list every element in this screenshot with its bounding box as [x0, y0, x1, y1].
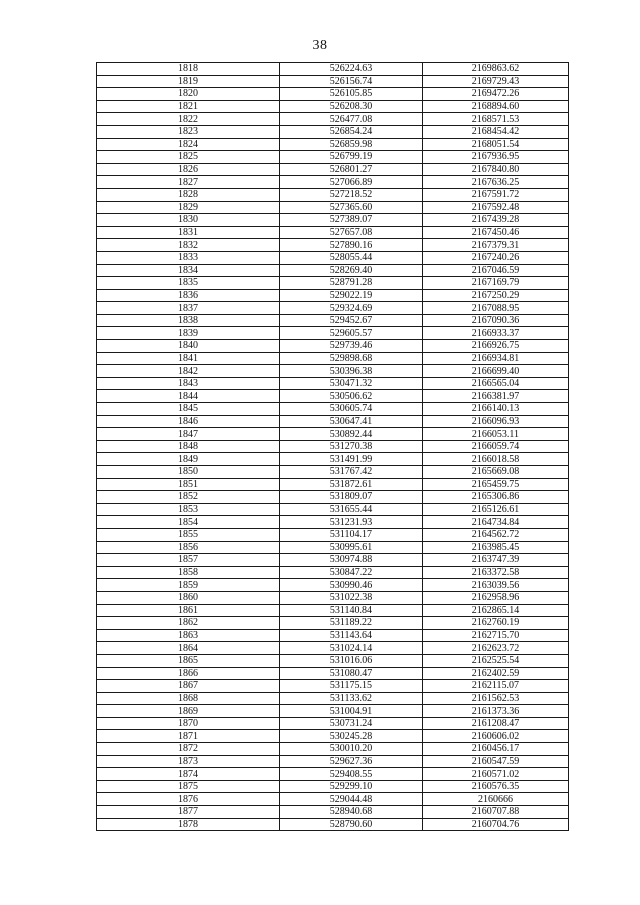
y-coordinate-cell: 2163985.45 — [423, 541, 569, 554]
table-row — [97, 566, 569, 579]
point-number-cell: 1872 — [97, 743, 280, 756]
table-row — [97, 793, 569, 806]
y-coordinate-cell: 2162865.14 — [423, 604, 569, 617]
table-row — [97, 176, 569, 189]
table-row — [97, 466, 569, 479]
table-row — [97, 163, 569, 176]
table-row — [97, 125, 569, 138]
point-number-cell: 1863 — [97, 629, 280, 642]
x-coordinate-cell: 529739.46 — [280, 340, 423, 353]
point-number-cell: 1841 — [97, 352, 280, 365]
y-coordinate-cell: 2160704.76 — [423, 818, 569, 831]
x-coordinate-cell: 531809.07 — [280, 491, 423, 504]
point-number-cell: 1820 — [97, 88, 280, 101]
x-coordinate-cell: 529452.67 — [280, 314, 423, 327]
point-number-cell: 1859 — [97, 579, 280, 592]
table-row — [97, 340, 569, 353]
x-coordinate-cell: 526799.19 — [280, 151, 423, 164]
point-number-cell: 1877 — [97, 806, 280, 819]
y-coordinate-cell: 2167439.28 — [423, 214, 569, 227]
x-coordinate-cell: 527389.07 — [280, 214, 423, 227]
point-number-cell: 1819 — [97, 75, 280, 88]
point-number-cell: 1864 — [97, 642, 280, 655]
y-coordinate-cell: 2168454.42 — [423, 125, 569, 138]
table-row — [97, 415, 569, 428]
x-coordinate-cell: 530847.22 — [280, 566, 423, 579]
y-coordinate-cell: 2166934.81 — [423, 352, 569, 365]
y-coordinate-cell: 2160576.35 — [423, 780, 569, 793]
y-coordinate-cell: 2160707.88 — [423, 806, 569, 819]
y-coordinate-cell: 2168051.54 — [423, 138, 569, 151]
x-coordinate-cell: 528940.68 — [280, 806, 423, 819]
point-number-cell: 1870 — [97, 717, 280, 730]
y-coordinate-cell: 2164562.72 — [423, 528, 569, 541]
table-row — [97, 289, 569, 302]
x-coordinate-cell: 530605.74 — [280, 403, 423, 416]
x-coordinate-cell: 529408.55 — [280, 768, 423, 781]
point-number-cell: 1838 — [97, 314, 280, 327]
table-row — [97, 214, 569, 227]
x-coordinate-cell: 530506.62 — [280, 390, 423, 403]
point-number-cell: 1826 — [97, 163, 280, 176]
y-coordinate-cell: 2163747.39 — [423, 554, 569, 567]
y-coordinate-cell: 2165126.61 — [423, 503, 569, 516]
table-row — [97, 806, 569, 819]
y-coordinate-cell: 2166699.40 — [423, 365, 569, 378]
y-coordinate-cell: 2166059.74 — [423, 440, 569, 453]
table-row — [97, 579, 569, 592]
y-coordinate-cell: 2167046.59 — [423, 264, 569, 277]
point-number-cell: 1852 — [97, 491, 280, 504]
table-row — [97, 680, 569, 693]
x-coordinate-cell: 531133.62 — [280, 692, 423, 705]
x-coordinate-cell: 526854.24 — [280, 125, 423, 138]
point-number-cell: 1843 — [97, 377, 280, 390]
x-coordinate-cell: 530990.46 — [280, 579, 423, 592]
x-coordinate-cell: 531080.47 — [280, 667, 423, 680]
table-row — [97, 302, 569, 315]
point-number-cell: 1827 — [97, 176, 280, 189]
y-coordinate-cell: 2164734.84 — [423, 516, 569, 529]
x-coordinate-cell: 531872.61 — [280, 478, 423, 491]
y-coordinate-cell: 2165459.75 — [423, 478, 569, 491]
point-number-cell: 1867 — [97, 680, 280, 693]
x-coordinate-cell: 527657.08 — [280, 226, 423, 239]
y-coordinate-cell: 2167592.48 — [423, 201, 569, 214]
y-coordinate-cell: 2169729.43 — [423, 75, 569, 88]
point-number-cell: 1856 — [97, 541, 280, 554]
x-coordinate-cell: 529898.68 — [280, 352, 423, 365]
point-number-cell: 1824 — [97, 138, 280, 151]
x-coordinate-cell: 531655.44 — [280, 503, 423, 516]
page-number: 38 — [312, 38, 328, 53]
x-coordinate-cell: 526224.63 — [280, 63, 423, 76]
table-row — [97, 755, 569, 768]
x-coordinate-cell: 529627.36 — [280, 755, 423, 768]
point-number-cell: 1822 — [97, 113, 280, 126]
x-coordinate-cell: 526105.85 — [280, 88, 423, 101]
table-row — [97, 251, 569, 264]
y-coordinate-cell: 2163372.58 — [423, 566, 569, 579]
table-row — [97, 654, 569, 667]
y-coordinate-cell: 2167250.29 — [423, 289, 569, 302]
y-coordinate-cell: 2167636.25 — [423, 176, 569, 189]
y-coordinate-cell: 2165306.86 — [423, 491, 569, 504]
y-coordinate-cell: 2167169.79 — [423, 277, 569, 290]
table-row — [97, 780, 569, 793]
table-row — [97, 113, 569, 126]
y-coordinate-cell: 2160606.02 — [423, 730, 569, 743]
table-row — [97, 541, 569, 554]
point-number-cell: 1825 — [97, 151, 280, 164]
table-row — [97, 239, 569, 252]
point-number-cell: 1832 — [97, 239, 280, 252]
y-coordinate-cell: 2168571.53 — [423, 113, 569, 126]
y-coordinate-cell: 2169472.26 — [423, 88, 569, 101]
point-number-cell: 1851 — [97, 478, 280, 491]
y-coordinate-cell: 2167840.80 — [423, 163, 569, 176]
x-coordinate-cell: 531004.91 — [280, 705, 423, 718]
y-coordinate-cell: 2166926.75 — [423, 340, 569, 353]
y-coordinate-cell: 2162115.07 — [423, 680, 569, 693]
y-coordinate-cell: 2169863.62 — [423, 63, 569, 76]
table-row — [97, 705, 569, 718]
table-row — [97, 629, 569, 642]
y-coordinate-cell: 2161208.47 — [423, 717, 569, 730]
point-number-cell: 1840 — [97, 340, 280, 353]
x-coordinate-cell: 530245.28 — [280, 730, 423, 743]
x-coordinate-cell: 527218.52 — [280, 188, 423, 201]
point-number-cell: 1844 — [97, 390, 280, 403]
table-row — [97, 743, 569, 756]
table-row — [97, 768, 569, 781]
point-number-cell: 1833 — [97, 251, 280, 264]
point-number-cell: 1865 — [97, 654, 280, 667]
y-coordinate-cell: 2167591.72 — [423, 188, 569, 201]
x-coordinate-cell: 528790.60 — [280, 818, 423, 831]
point-number-cell: 1834 — [97, 264, 280, 277]
point-number-cell: 1821 — [97, 100, 280, 113]
point-number-cell: 1828 — [97, 188, 280, 201]
x-coordinate-cell: 531175.15 — [280, 680, 423, 693]
point-number-cell: 1839 — [97, 327, 280, 340]
x-coordinate-cell: 526156.74 — [280, 75, 423, 88]
x-coordinate-cell: 527890.16 — [280, 239, 423, 252]
point-number-cell: 1842 — [97, 365, 280, 378]
point-number-cell: 1875 — [97, 780, 280, 793]
table-row — [97, 528, 569, 541]
y-coordinate-cell: 2166381.97 — [423, 390, 569, 403]
x-coordinate-cell: 531024.14 — [280, 642, 423, 655]
x-coordinate-cell: 529324.69 — [280, 302, 423, 315]
x-coordinate-cell: 531104.17 — [280, 528, 423, 541]
table-row — [97, 818, 569, 831]
x-coordinate-cell: 530892.44 — [280, 428, 423, 441]
table-row — [97, 365, 569, 378]
y-coordinate-cell: 2162623.72 — [423, 642, 569, 655]
point-number-cell: 1823 — [97, 125, 280, 138]
y-coordinate-cell: 2167090.36 — [423, 314, 569, 327]
x-coordinate-cell: 530471.32 — [280, 377, 423, 390]
y-coordinate-cell: 2166053.11 — [423, 428, 569, 441]
x-coordinate-cell: 530396.38 — [280, 365, 423, 378]
x-coordinate-cell: 531140.84 — [280, 604, 423, 617]
table-row — [97, 730, 569, 743]
y-coordinate-cell: 2167240.26 — [423, 251, 569, 264]
x-coordinate-cell: 530731.24 — [280, 717, 423, 730]
table-row — [97, 591, 569, 604]
table-row — [97, 478, 569, 491]
x-coordinate-cell: 526477.08 — [280, 113, 423, 126]
x-coordinate-cell: 528791.28 — [280, 277, 423, 290]
table-row — [97, 138, 569, 151]
x-coordinate-cell: 529022.19 — [280, 289, 423, 302]
point-number-cell: 1858 — [97, 566, 280, 579]
point-number-cell: 1871 — [97, 730, 280, 743]
table-row — [97, 491, 569, 504]
y-coordinate-cell: 2168894.60 — [423, 100, 569, 113]
x-coordinate-cell: 531022.38 — [280, 591, 423, 604]
x-coordinate-cell: 527066.89 — [280, 176, 423, 189]
coordinate-table — [96, 62, 569, 831]
coordinate-table-body — [97, 63, 569, 831]
y-coordinate-cell: 2167379.31 — [423, 239, 569, 252]
y-coordinate-cell: 2160571.02 — [423, 768, 569, 781]
y-coordinate-cell: 2166096.93 — [423, 415, 569, 428]
point-number-cell: 1855 — [97, 528, 280, 541]
table-row — [97, 264, 569, 277]
point-number-cell: 1868 — [97, 692, 280, 705]
table-row — [97, 516, 569, 529]
table-row — [97, 377, 569, 390]
x-coordinate-cell: 528269.40 — [280, 264, 423, 277]
table-row — [97, 554, 569, 567]
y-coordinate-cell: 2160456.17 — [423, 743, 569, 756]
table-row — [97, 75, 569, 88]
table-row — [97, 151, 569, 164]
x-coordinate-cell: 531767.42 — [280, 466, 423, 479]
x-coordinate-cell: 527365.60 — [280, 201, 423, 214]
y-coordinate-cell: 2161562.53 — [423, 692, 569, 705]
point-number-cell: 1845 — [97, 403, 280, 416]
point-number-cell: 1862 — [97, 617, 280, 630]
x-coordinate-cell: 531016.06 — [280, 654, 423, 667]
point-number-cell: 1846 — [97, 415, 280, 428]
y-coordinate-cell: 2167450.46 — [423, 226, 569, 239]
table-row — [97, 226, 569, 239]
x-coordinate-cell: 530010.20 — [280, 743, 423, 756]
y-coordinate-cell: 2162525.54 — [423, 654, 569, 667]
point-number-cell: 1818 — [97, 63, 280, 76]
table-row — [97, 277, 569, 290]
point-number-cell: 1874 — [97, 768, 280, 781]
y-coordinate-cell: 2166933.37 — [423, 327, 569, 340]
y-coordinate-cell: 2160547.59 — [423, 755, 569, 768]
point-number-cell: 1873 — [97, 755, 280, 768]
table-row — [97, 642, 569, 655]
point-number-cell: 1829 — [97, 201, 280, 214]
x-coordinate-cell: 531231.93 — [280, 516, 423, 529]
table-row — [97, 692, 569, 705]
table-row — [97, 390, 569, 403]
table-row — [97, 453, 569, 466]
point-number-cell: 1876 — [97, 793, 280, 806]
x-coordinate-cell: 526801.27 — [280, 163, 423, 176]
table-row — [97, 100, 569, 113]
point-number-cell: 1837 — [97, 302, 280, 315]
point-number-cell: 1853 — [97, 503, 280, 516]
point-number-cell: 1830 — [97, 214, 280, 227]
x-coordinate-cell: 531270.38 — [280, 440, 423, 453]
y-coordinate-cell: 2161373.36 — [423, 705, 569, 718]
y-coordinate-cell: 2167088.95 — [423, 302, 569, 315]
y-coordinate-cell: 2162402.59 — [423, 667, 569, 680]
y-coordinate-cell: 2166018.58 — [423, 453, 569, 466]
table-row — [97, 617, 569, 630]
y-coordinate-cell: 2166565.04 — [423, 377, 569, 390]
point-number-cell: 1878 — [97, 818, 280, 831]
x-coordinate-cell: 531189.22 — [280, 617, 423, 630]
point-number-cell: 1850 — [97, 466, 280, 479]
x-coordinate-cell: 526208.30 — [280, 100, 423, 113]
x-coordinate-cell: 526859.98 — [280, 138, 423, 151]
x-coordinate-cell: 531491.99 — [280, 453, 423, 466]
point-number-cell: 1849 — [97, 453, 280, 466]
y-coordinate-cell: 2160666 — [423, 793, 569, 806]
table-row — [97, 201, 569, 214]
table-row — [97, 352, 569, 365]
table-row — [97, 188, 569, 201]
point-number-cell: 1847 — [97, 428, 280, 441]
x-coordinate-cell: 529299.10 — [280, 780, 423, 793]
point-number-cell: 1848 — [97, 440, 280, 453]
table-row — [97, 717, 569, 730]
point-number-cell: 1835 — [97, 277, 280, 290]
table-row — [97, 667, 569, 680]
x-coordinate-cell: 529044.48 — [280, 793, 423, 806]
table-row — [97, 327, 569, 340]
point-number-cell: 1861 — [97, 604, 280, 617]
table-row — [97, 503, 569, 516]
x-coordinate-cell: 528055.44 — [280, 251, 423, 264]
table-row — [97, 604, 569, 617]
point-number-cell: 1857 — [97, 554, 280, 567]
y-coordinate-cell: 2162958.96 — [423, 591, 569, 604]
point-number-cell: 1854 — [97, 516, 280, 529]
x-coordinate-cell: 530647.41 — [280, 415, 423, 428]
table-row — [97, 88, 569, 101]
x-coordinate-cell: 531143.64 — [280, 629, 423, 642]
y-coordinate-cell: 2162760.19 — [423, 617, 569, 630]
x-coordinate-cell: 530995.61 — [280, 541, 423, 554]
table-row — [97, 314, 569, 327]
point-number-cell: 1866 — [97, 667, 280, 680]
point-number-cell: 1860 — [97, 591, 280, 604]
point-number-cell: 1831 — [97, 226, 280, 239]
x-coordinate-cell: 529605.57 — [280, 327, 423, 340]
y-coordinate-cell: 2163039.56 — [423, 579, 569, 592]
table-row — [97, 63, 569, 76]
table-row — [97, 428, 569, 441]
x-coordinate-cell: 530974.88 — [280, 554, 423, 567]
y-coordinate-cell: 2165669.08 — [423, 466, 569, 479]
point-number-cell: 1836 — [97, 289, 280, 302]
point-number-cell: 1869 — [97, 705, 280, 718]
table-row — [97, 440, 569, 453]
y-coordinate-cell: 2162715.70 — [423, 629, 569, 642]
table-row — [97, 403, 569, 416]
y-coordinate-cell: 2166140.13 — [423, 403, 569, 416]
y-coordinate-cell: 2167936.95 — [423, 151, 569, 164]
